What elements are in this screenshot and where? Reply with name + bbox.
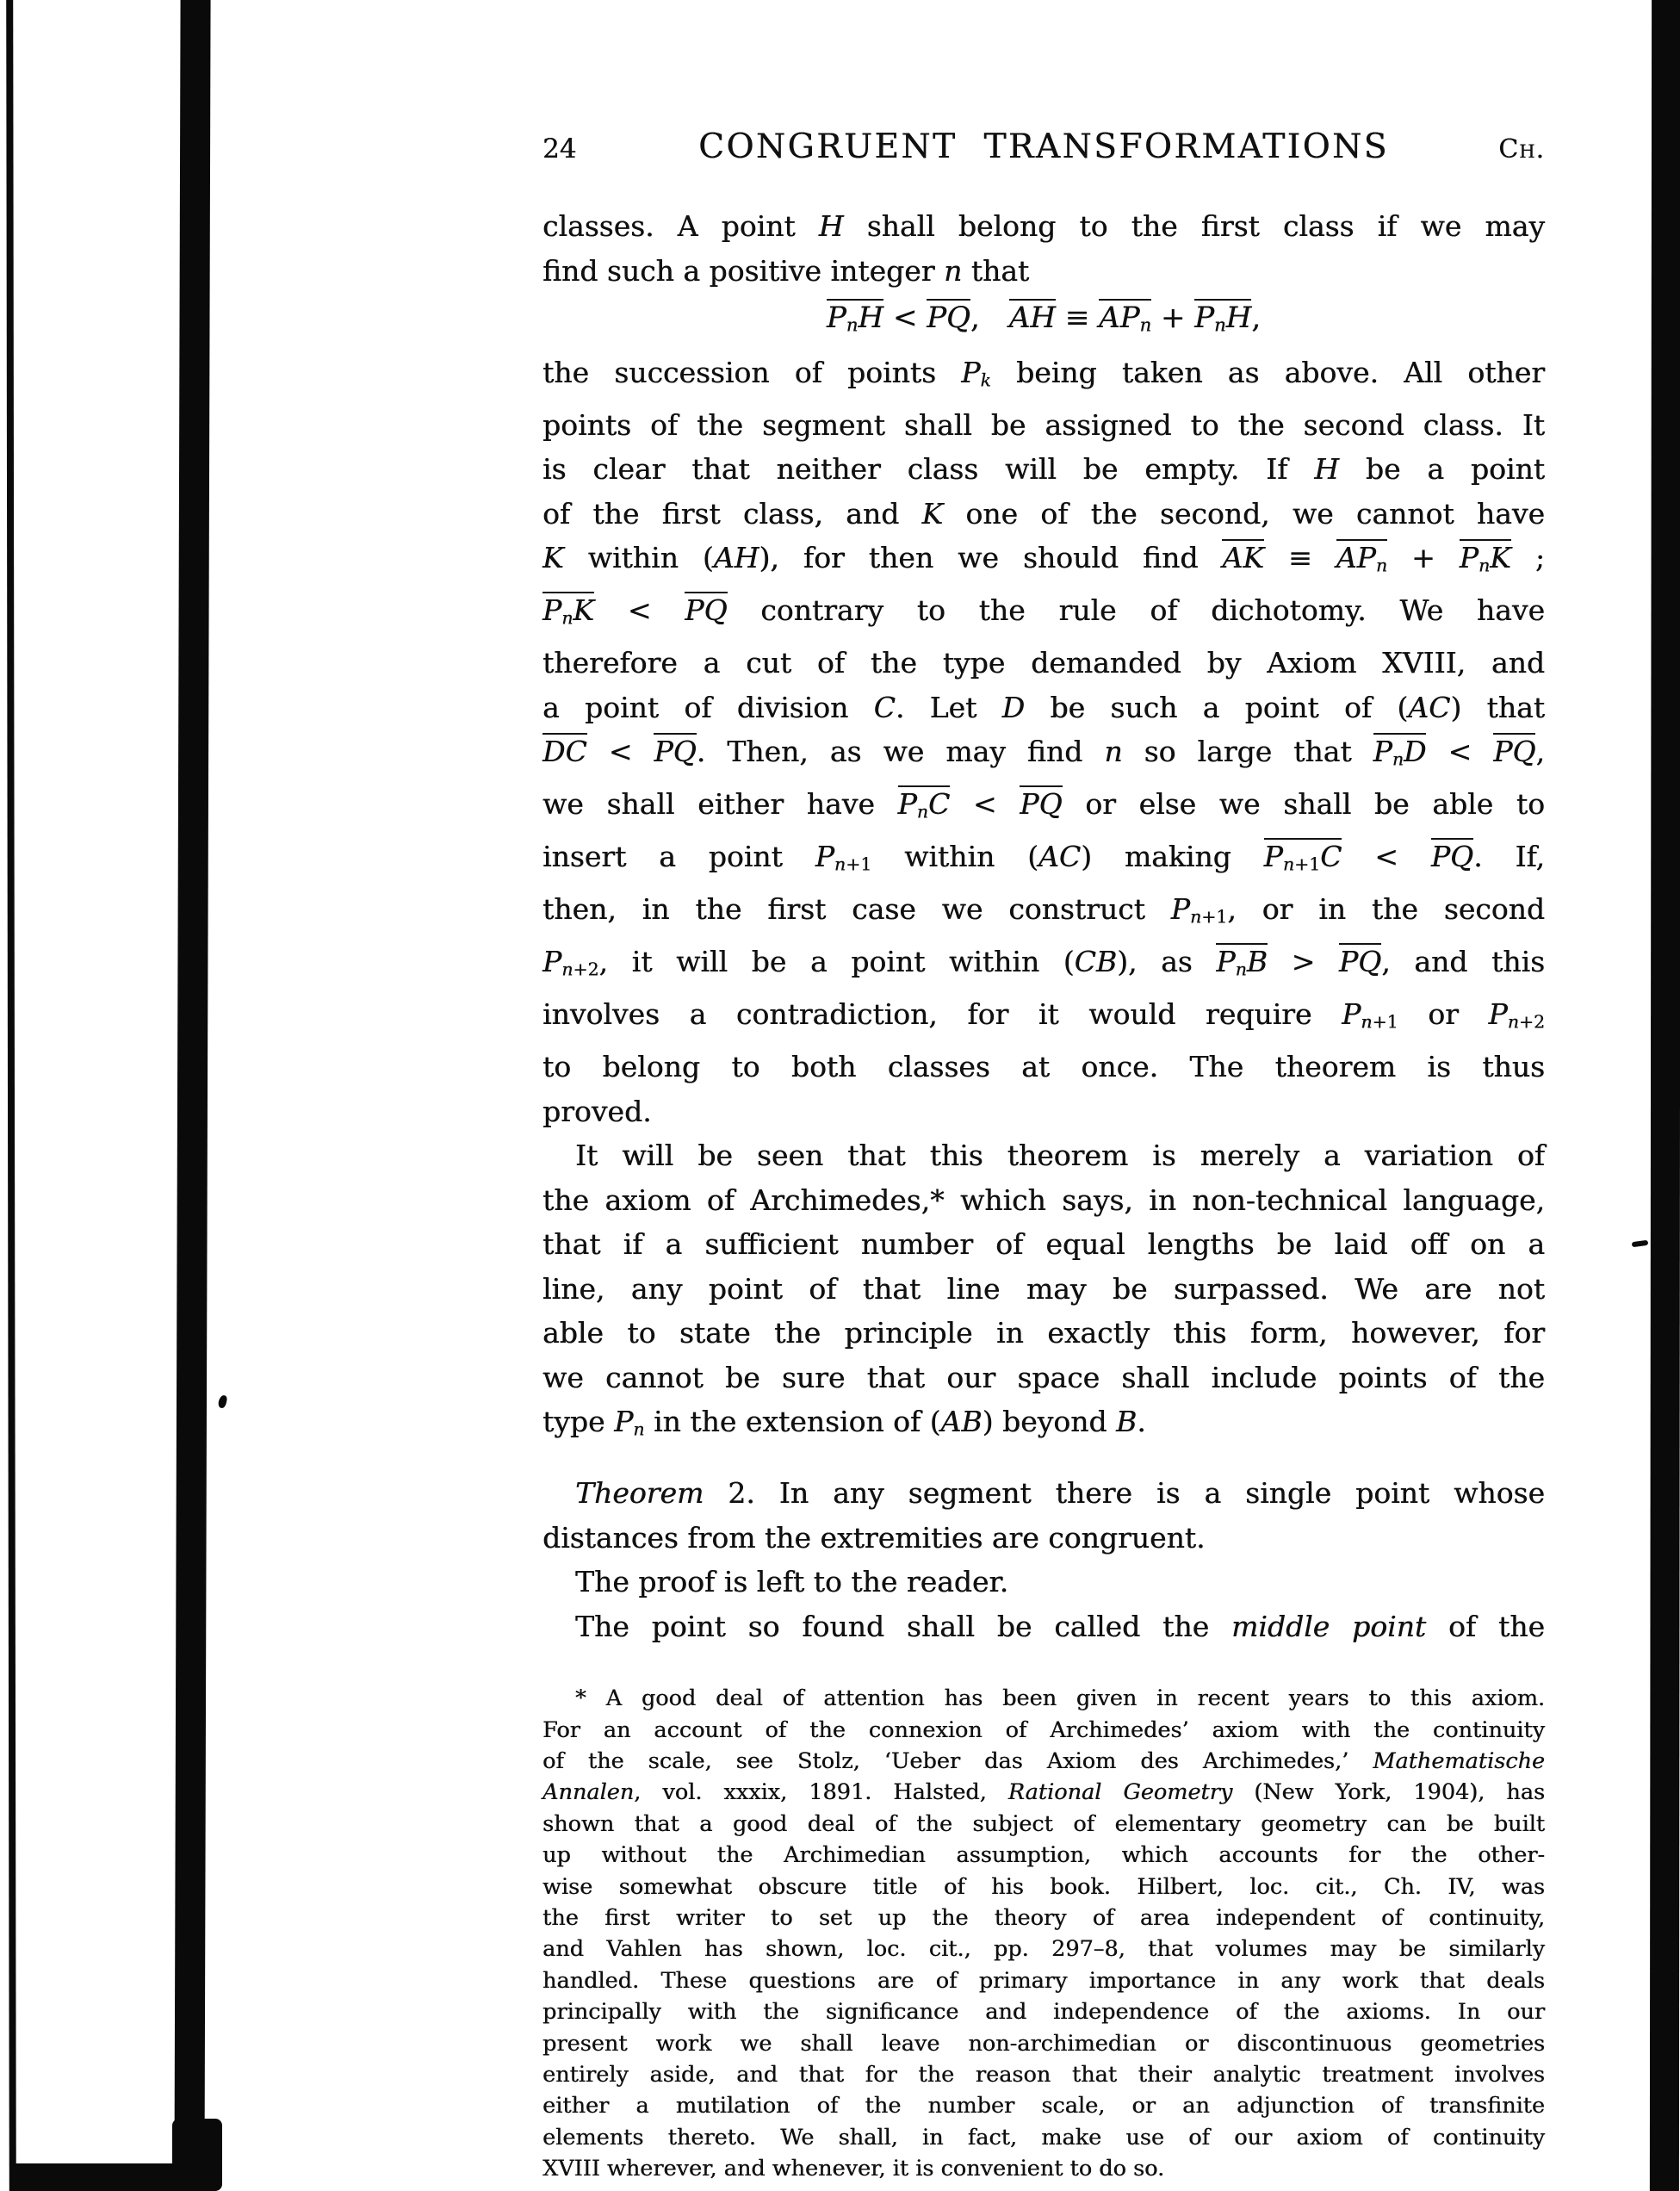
- text-segment: , or in the second: [1227, 892, 1545, 927]
- text-segment: C: [927, 787, 951, 822]
- text-line: [542, 887, 1545, 940]
- math-overline: [1099, 299, 1151, 335]
- text-segment: the first writer to set up the theory of area independent of continuity,: [542, 1904, 1545, 1931]
- math-overline: [1460, 539, 1511, 574]
- text-line: [542, 1133, 1545, 1178]
- text-line: [542, 1746, 1545, 1777]
- text-line: [542, 2090, 1545, 2121]
- text-segment: Annalen: [542, 1779, 635, 1806]
- text-segment: +: [1151, 301, 1195, 335]
- text-line: [542, 1400, 1545, 1452]
- text-segment: .: [1137, 1405, 1146, 1439]
- math-overline: [542, 592, 594, 627]
- text-segment: P: [826, 301, 846, 335]
- text-segment: . Let: [895, 690, 1002, 724]
- text-line: [542, 249, 1545, 294]
- text-segment: wise somewhat obscure title of his book. Hilbert, loc. cit., Ch. IV, was: [542, 1873, 1545, 1900]
- text-segment: <: [1342, 840, 1431, 874]
- text-segment: n: [1189, 906, 1202, 928]
- scan-right-edge-bar: [1650, 0, 1680, 2191]
- text-segment: P: [897, 787, 917, 822]
- text-segment: +1: [1201, 906, 1228, 928]
- text-segment: P: [1342, 997, 1361, 1032]
- text-segment: P: [542, 593, 562, 628]
- text-line: [542, 1222, 1545, 1267]
- text-segment: PQ: [1338, 945, 1382, 979]
- text-segment: K: [542, 541, 564, 575]
- text-segment: either a mutilation of the number scale, or an adjunction of transfinite: [542, 2093, 1545, 2120]
- math-overline: [1264, 838, 1342, 873]
- text-segment: PQ: [654, 735, 697, 769]
- text-segment: +: [1386, 541, 1460, 575]
- text-segment: ) beyond: [982, 1405, 1117, 1439]
- text-line: [542, 1965, 1545, 1996]
- text-segment: ), as: [1117, 945, 1217, 979]
- text-segment: P: [1459, 541, 1479, 575]
- text-segment: n: [846, 313, 859, 336]
- text-line: [542, 1683, 1545, 1714]
- text-segment: P: [1488, 997, 1508, 1032]
- text-segment: that: [962, 253, 1030, 288]
- text-line: [542, 536, 1545, 588]
- text-segment: a point of division: [542, 690, 874, 724]
- text-segment: so large that: [1122, 735, 1373, 769]
- text-segment: insert a point: [542, 840, 815, 874]
- math-overline: [1222, 539, 1264, 574]
- text-line: [542, 204, 1545, 249]
- text-segment: PQ: [1020, 787, 1063, 822]
- math-overline: [1009, 299, 1056, 335]
- text-segment: n: [1375, 555, 1387, 576]
- text-line: [542, 1809, 1545, 1840]
- text-segment: n: [1282, 853, 1294, 875]
- text-segment: AC: [1408, 690, 1451, 724]
- text-line: [542, 641, 1545, 686]
- math-overline: [827, 299, 883, 335]
- text-segment: and Vahlen has shown, loc. cit., pp. 297–8, that volumes may be similarly: [542, 1936, 1545, 1963]
- text-segment: H: [818, 209, 844, 243]
- text-segment: C: [1320, 840, 1342, 874]
- text-segment: AK: [1222, 541, 1264, 575]
- text-segment: +1: [1372, 1011, 1398, 1033]
- text-segment: n: [1214, 313, 1226, 336]
- text-segment: C: [873, 690, 896, 724]
- text-line: [542, 588, 1545, 641]
- math-overline: [542, 733, 587, 768]
- text-line: [542, 1471, 1545, 1516]
- text-line: [542, 782, 1545, 835]
- text-segment: The point so found shall be called the: [575, 1609, 1231, 1643]
- text-segment: then, in the first case we construct: [542, 892, 1171, 927]
- math-overline: [1431, 838, 1473, 873]
- text-segment: P: [1263, 840, 1283, 874]
- text-line: [542, 1560, 1545, 1604]
- text-segment: of the first class, and: [542, 496, 922, 531]
- text-segment: <: [883, 301, 927, 335]
- text-segment: P: [1170, 892, 1190, 927]
- text-segment: . Then, as we may find: [696, 735, 1105, 769]
- text-segment: shown that a good deal of the subject of elementary geometry can be built: [542, 1810, 1545, 1837]
- text-segment: B: [1116, 1405, 1138, 1439]
- text-line: [542, 1871, 1545, 1902]
- text-segment: that if a sufficient number of equal lengths be laid off on a: [542, 1227, 1545, 1262]
- text-segment: . If,: [1473, 840, 1546, 874]
- text-column: [542, 127, 1545, 2185]
- text-segment: able to state the principle in exactly this form, however, for: [542, 1316, 1545, 1350]
- text-segment: P: [1216, 945, 1236, 979]
- footnote: [542, 1683, 1545, 2185]
- text-line: [542, 729, 1545, 782]
- text-segment: , it will be a point within (: [598, 945, 1075, 979]
- text-line: [542, 1604, 1545, 1649]
- text-segment: we cannot be sure that our space shall include points of the: [542, 1360, 1545, 1394]
- math-overline: [1194, 299, 1251, 335]
- text-segment: P: [1373, 735, 1392, 769]
- text-line: [542, 2122, 1545, 2153]
- text-segment: >: [1268, 945, 1339, 979]
- text-line: [542, 1933, 1545, 1964]
- text-segment: (New York, 1904), has: [1232, 1779, 1545, 1806]
- text-line: [542, 1777, 1545, 1808]
- text-segment: H: [858, 301, 884, 335]
- scan-left-edge-bar: [6, 0, 16, 2191]
- text-segment: n: [1478, 555, 1491, 576]
- math-overline: [1373, 733, 1427, 768]
- text-segment: n: [943, 253, 963, 288]
- text-segment: within (: [563, 541, 714, 575]
- text-segment: line, any point of that line may be surpassed. We are not: [542, 1271, 1545, 1306]
- text-segment: H: [1225, 301, 1252, 335]
- text-line: [542, 1089, 1545, 1134]
- text-segment: P: [961, 355, 981, 389]
- text-segment: of the scale, see Stolz, ‘Ueber das Axiom des Archimedes,’: [542, 1747, 1373, 1774]
- text-line: [542, 492, 1545, 537]
- text-segment: in the extension of (: [644, 1405, 941, 1439]
- math-overline: [1336, 539, 1387, 574]
- text-segment: one of the second, we cannot have: [943, 496, 1545, 531]
- text-segment: classes. A point: [542, 209, 819, 243]
- text-segment: ) making: [1081, 840, 1264, 874]
- text-segment: , vol. xxxix, 1891. Halsted,: [634, 1779, 1008, 1806]
- text-segment: or else we shall be able to: [1062, 787, 1545, 822]
- math-overline: [927, 299, 970, 335]
- text-segment: being taken as above. All other: [990, 355, 1545, 389]
- text-segment: CB: [1074, 945, 1118, 979]
- running-title: CONGRUENT TRANSFORMATIONS: [698, 127, 1389, 166]
- text-segment: <: [586, 735, 654, 769]
- text-segment: middle point: [1231, 1609, 1427, 1643]
- text-line: [542, 1311, 1545, 1356]
- text-segment: type: [542, 1405, 615, 1439]
- text-segment: The proof is left to the reader.: [575, 1565, 1009, 1599]
- text-segment: +1: [1294, 853, 1321, 875]
- text-line: [542, 351, 1545, 403]
- text-segment: ≡: [1055, 301, 1100, 335]
- text-segment: shall belong to the first class if we may: [843, 209, 1545, 243]
- text-segment: K: [921, 496, 944, 531]
- math-overline: [1020, 785, 1062, 821]
- text-segment: contrary to the rule of dichotomy. We have: [727, 593, 1546, 628]
- text-segment: be a point: [1339, 452, 1545, 487]
- scan-gutter-bar: [174, 0, 210, 2191]
- text-segment: within (: [871, 840, 1038, 874]
- text-segment: K: [573, 593, 595, 628]
- text-segment: P: [815, 840, 834, 874]
- text-line: [542, 1840, 1545, 1871]
- text-segment: PQ: [927, 301, 970, 335]
- text-segment: AH: [1008, 301, 1056, 335]
- text-line: [542, 1516, 1545, 1561]
- text-segment: DC: [542, 735, 587, 769]
- text-line: [542, 1178, 1545, 1223]
- text-segment: K: [1490, 541, 1511, 575]
- text-segment: we shall either have: [542, 787, 898, 822]
- text-segment: Theorem: [575, 1476, 704, 1511]
- text-segment: P: [614, 1405, 634, 1439]
- text-segment: ≡: [1263, 541, 1336, 575]
- text-segment: of the: [1426, 1609, 1545, 1643]
- text-segment: therefore a cut of the type demanded by Axiom XVIII, and: [542, 646, 1545, 680]
- scan-stray-mark: [218, 1394, 228, 1409]
- text-segment: , and this: [1381, 945, 1546, 979]
- text-line: [542, 2153, 1545, 2184]
- math-overline: [898, 785, 951, 821]
- text-segment: AC: [1038, 840, 1082, 874]
- text-segment: n: [1361, 1011, 1373, 1033]
- text-segment: <: [1426, 735, 1494, 769]
- text-segment: ) that: [1450, 690, 1545, 724]
- text-segment: AB: [940, 1405, 983, 1439]
- math-overline: [654, 733, 696, 768]
- math-formula-line: [542, 293, 1545, 351]
- text-segment: find such a positive integer: [542, 253, 944, 288]
- text-segment: the succession of points: [542, 355, 962, 389]
- body-text: [542, 204, 1545, 1648]
- text-segment: <: [950, 787, 1020, 822]
- text-segment: ), for then we should find: [759, 541, 1223, 575]
- text-segment: ,: [970, 301, 1009, 335]
- text-line: [542, 1715, 1545, 1746]
- text-segment: <: [594, 593, 685, 628]
- text-segment: to belong to both classes at once. The theorem is thus: [542, 1050, 1545, 1084]
- text-segment: involves a contradiction, for it would require: [542, 997, 1342, 1032]
- text-line: [542, 403, 1545, 448]
- text-segment: B: [1246, 945, 1268, 979]
- page-number: 24: [542, 133, 577, 164]
- text-line: [542, 1045, 1545, 1089]
- text-segment: AP: [1099, 301, 1140, 335]
- text-line: [542, 1267, 1545, 1312]
- text-segment: principally with the significance and independence of the axioms. In our: [542, 1999, 1545, 2026]
- text-segment: AH: [713, 541, 759, 575]
- text-segment: present work we shall leave non-archimedian or discontinuous geometries: [542, 2030, 1545, 2057]
- text-segment: the axiom of Archimedes,* which says, in non-technical language,: [542, 1182, 1545, 1217]
- text-segment: n: [834, 853, 846, 875]
- text-segment: ;: [1510, 541, 1545, 575]
- text-segment: ,: [1251, 301, 1262, 335]
- text-segment: n: [1139, 313, 1152, 336]
- text-segment: P: [542, 945, 562, 979]
- text-segment: ,: [1535, 735, 1545, 769]
- chapter-label: Ch.: [1498, 134, 1545, 164]
- text-segment: XVIII wherever, and whenever, it is convenient to do so.: [542, 2156, 1165, 2182]
- text-segment: PQ: [685, 593, 728, 628]
- text-segment: proved.: [542, 1094, 652, 1128]
- text-line: [542, 992, 1545, 1045]
- text-segment: n: [1104, 735, 1123, 769]
- text-segment: It will be seen that this theorem is merely a variation of: [575, 1139, 1545, 1173]
- text-segment: +2: [573, 959, 599, 980]
- text-segment: 2. In any segment there is a single point whose: [704, 1476, 1545, 1511]
- math-overline: [1216, 943, 1268, 978]
- text-segment: D: [1404, 735, 1427, 769]
- text-segment: Mathematische: [1373, 1747, 1545, 1774]
- text-segment: PQ: [1493, 735, 1536, 769]
- text-segment: PQ: [1430, 840, 1474, 874]
- text-segment: n: [916, 801, 928, 822]
- text-line: [542, 835, 1545, 887]
- text-segment: is clear that neither class will be empty. If: [542, 452, 1315, 487]
- text-segment: * A good deal of attention has been given in recent years to this axiom.: [575, 1685, 1545, 1712]
- text-line: [542, 447, 1545, 492]
- text-line: [542, 940, 1545, 992]
- text-line: [542, 1996, 1545, 2027]
- text-line: [542, 2028, 1545, 2059]
- text-segment: n: [1507, 1011, 1519, 1033]
- math-overline: [1493, 733, 1535, 768]
- text-segment: n: [633, 1418, 645, 1440]
- text-segment: k: [980, 369, 991, 391]
- scan-stray-dash: [1632, 1240, 1649, 1248]
- text-segment: H: [1314, 452, 1340, 487]
- text-segment: n: [561, 959, 573, 980]
- text-segment: AP: [1336, 541, 1376, 575]
- text-segment: +2: [1518, 1011, 1545, 1033]
- text-segment: D: [1001, 690, 1026, 724]
- text-segment: n: [561, 607, 573, 629]
- scan-bottom-band: [14, 2163, 183, 2191]
- text-segment: up without the Archimedian assumption, which accounts for the other-: [542, 1842, 1545, 1869]
- text-segment: n: [1392, 748, 1404, 770]
- text-segment: or: [1398, 997, 1489, 1032]
- math-overline: [1339, 943, 1381, 978]
- math-overline: [685, 592, 727, 627]
- text-segment: distances from the extremities are congruent.: [542, 1520, 1206, 1555]
- text-segment: Rational Geometry: [1007, 1779, 1233, 1806]
- text-segment: P: [1194, 301, 1215, 335]
- text-segment: n: [1235, 959, 1247, 980]
- text-line: [542, 686, 1545, 730]
- text-segment: For an account of the connexion of Archimedes’ axiom with the continuity: [542, 1716, 1545, 1743]
- text-segment: entirely aside, and that for the reason that their analytic treatment involves: [542, 2062, 1545, 2088]
- text-segment: +1: [846, 853, 872, 875]
- text-line: [542, 1356, 1545, 1400]
- text-segment: handled. These questions are of primary importance in any work that deals: [542, 1967, 1545, 1994]
- text-line: [542, 1902, 1545, 1933]
- page-header: [542, 127, 1545, 166]
- text-line: [542, 2059, 1545, 2090]
- text-segment: points of the segment shall be assigned to the second class. It: [542, 407, 1545, 442]
- text-segment: elements thereto. We shall, in fact, make use of our axiom of continuity: [542, 2124, 1545, 2151]
- text-segment: be such a point of (: [1025, 690, 1409, 724]
